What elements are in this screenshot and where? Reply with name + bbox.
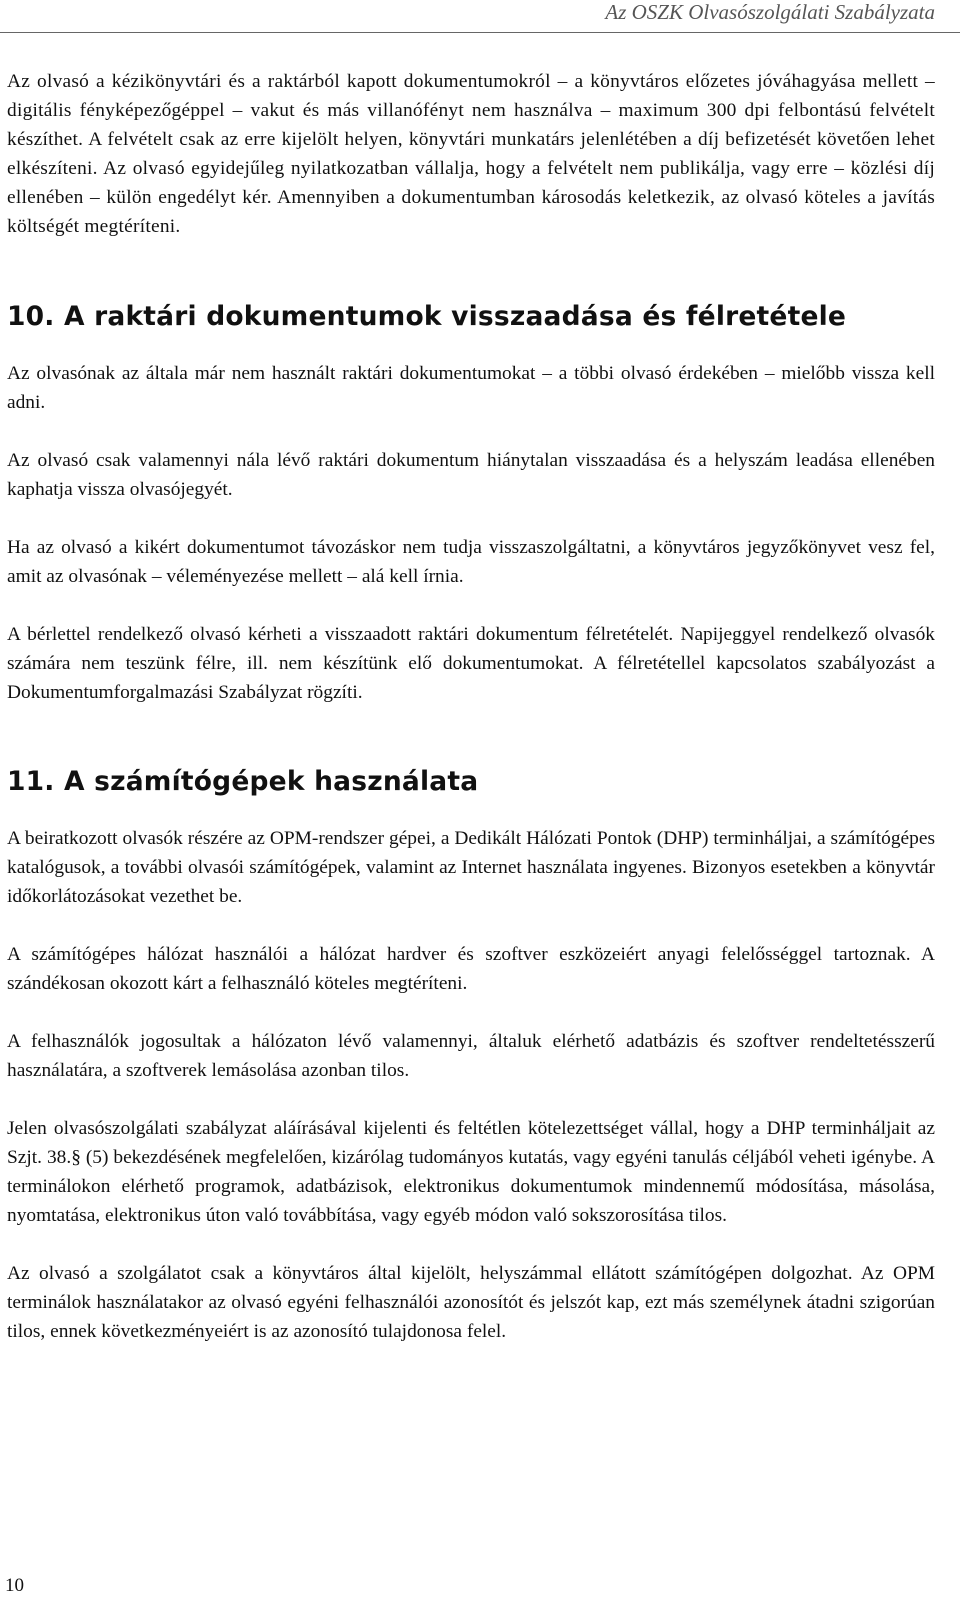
section-11-paragraph-2: A számítógépes hálózat használói a hálózat hardver és szoftver eszközeiért anyagi felelősséggel tartoznak. A szándékosan okozott kárt a felhasználó köteles megtéríteni. <box>7 944 935 994</box>
section-11-paragraph-1: A beiratkozott olvasók részére az OPM-rendszer gépei, a Dedikált Hálózati Pontok (DHP) terminháljai, a számítógépes katalógusok, a további olvasói számítógépek, valamint az Internet használata ingyenes. Bizonyos esetekben a könyvtár időkorlátozásokat vezethet be. <box>7 828 935 907</box>
header-divider <box>0 32 960 33</box>
section-10-heading: 10. A raktári dokumentumok visszaadása és félretétele <box>7 301 847 332</box>
section-11-heading: 11. A számítógépek használata <box>7 766 479 797</box>
section-11-paragraph-5: Az olvasó a szolgálatot csak a könyvtáros által kijelölt, helyszámmal ellátott számítógépen dolgozhat. Az OPM terminálok használatakor az olvasó egyéni felhasználói azonosítót és jelszót kap, ezt más személynek átadni szigorúan tilos, ennek következményeiért is az azonosító tulajdonosa felel. <box>7 1263 935 1342</box>
section-10-paragraph-1: Az olvasónak az általa már nem használt raktári dokumentumokat – a többi olvasó érdekében – mielőbb vissza kell adni. <box>7 363 935 413</box>
section-10-paragraph-4: A bérlettel rendelkező olvasó kérheti a visszaadott raktári dokumentum félretételét. Napijeggyel rendelkező olvasók számára nem teszünk félre, ill. nem készítünk elő dokumentumokat. A félretétellel kapcsolatos szabályozást a Dokumentumforgalmazási Szabályzat rögzíti. <box>7 624 935 703</box>
section-11-paragraph-4: Jelen olvasószolgálati szabályzat aláírásával kijelenti és feltétlen kötelezettséget vállal, hogy a DHP terminháljait az Szjt. 38.§ (5) bekezdésének megfelelően, kizárólag tudományos kutatás, vagy egyéni tanulás céljából veheti igénybe. A terminálokon elérhető programok, adatbázisok, elektronikus dokumentumok mindennemű módosítása, másolása, nyomtatása, elektronikus úton való továbbítása, vagy egyéb módon való sokszorosítása tilos. <box>7 1118 935 1226</box>
page-content <box>7 67 935 1346</box>
page-number: 10 <box>5 1575 24 1596</box>
section-11-paragraph-3: A felhasználók jogosultak a hálózaton lévő valamennyi, általuk elérhető adatbázis és szoftver rendeltetésszerű használatára, a szoftverek lemásolása azonban tilos. <box>7 1031 935 1081</box>
section-10-paragraph-2: Az olvasó csak valamennyi nála lévő raktári dokumentum hiánytalan visszaadása és a helyszám leadása ellenében kaphatja vissza olvasójegyét. <box>7 450 935 500</box>
intro-paragraph: Az olvasó a kézikönyvtári és a raktárból kapott dokumentumokról – a könyvtáros előzetes jóváhagyása mellett – digitális fényképezőgéppel – vakut és más villanófényt nem használva – maximum 300 dpi felbontású felvételt készíthet. A felvételt csak az erre kijelölt helyen, könyvtári munkatárs jelenlétében a díj befizetését követően lehet elkészíteni. Az olvasó egyidejűleg nyilatkozatban vállalja, hogy a felvételt nem publikálja, vagy erre – közlési díj ellenében – külön engedélyt kér. Amennyiben a dokumentumban károsodás keletkezik, az olvasó köteles a javítás költségét megtéríteni. <box>7 71 935 237</box>
section-10-paragraph-3: Ha az olvasó a kikért dokumentumot távozáskor nem tudja visszaszolgáltatni, a könyvtáros jegyzőkönyvet vesz fel, amit az olvasónak – véleményezése mellett – alá kell írnia. <box>7 537 935 587</box>
running-header: Az OSZK Olvasószolgálati Szabályzata <box>605 0 935 24</box>
